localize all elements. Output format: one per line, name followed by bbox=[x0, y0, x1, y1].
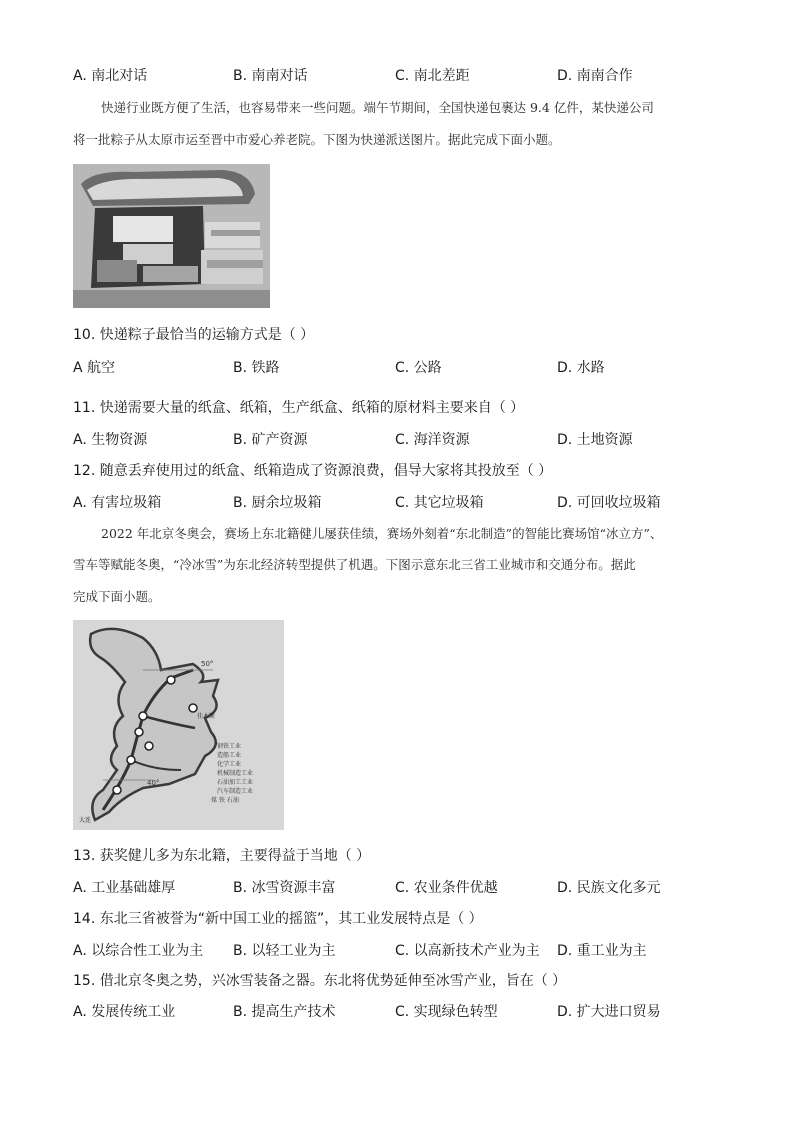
q13-option-a: A. 工业基础雄厚 bbox=[73, 880, 176, 896]
q13-option-b: B. 冰雪资源丰富 bbox=[233, 880, 336, 896]
q12-stem: 12. 随意丢弃使用过的纸盒、纸箱造成了资源浪费，倡导大家将其投放至（ ） bbox=[73, 463, 553, 479]
q12-option-a: A. 有害垃圾箱 bbox=[73, 495, 162, 511]
q12-option-c: C. 其它垃圾箱 bbox=[395, 495, 484, 511]
q11-stem: 11. 快递需要大量的纸盒、纸箱，生产纸盒、纸箱的原材料主要来自（ ） bbox=[73, 400, 525, 416]
q15-option-a: A. 发展传统工业 bbox=[73, 1004, 176, 1020]
q9-option-b: B. 南南对话 bbox=[233, 68, 308, 84]
legend-item: 钢铁工业 bbox=[217, 743, 242, 750]
q14-option-b: B. 以轻工业为主 bbox=[233, 943, 336, 959]
legend-item: 煤 铁 石油 bbox=[211, 797, 239, 804]
city-marker bbox=[113, 786, 121, 794]
q15-options bbox=[73, 1002, 733, 1022]
q15-option-b: B. 提高生产技术 bbox=[233, 1004, 336, 1020]
city-marker bbox=[167, 676, 175, 684]
q11-option-c: C. 海洋资源 bbox=[395, 432, 470, 448]
q14-option-c: C. 以高新技术产业为主 bbox=[395, 943, 540, 959]
q14-option-d: D. 重工业为主 bbox=[557, 943, 647, 959]
legend-item: 化学工业 bbox=[217, 761, 242, 768]
q10-option-c: C. 公路 bbox=[395, 360, 442, 376]
latitude-50-label: 50° bbox=[201, 660, 214, 668]
city-marker bbox=[139, 712, 147, 720]
q13-option-d: D. 民族文化多元 bbox=[557, 880, 661, 896]
city-marker bbox=[127, 756, 135, 764]
city-marker bbox=[135, 728, 143, 736]
q13-stem: 13. 获奖健儿多为东北籍，主要得益于当地（ ） bbox=[73, 848, 371, 864]
q11-option-a: A. 生物资源 bbox=[73, 432, 148, 448]
q10-option-b: B. 铁路 bbox=[233, 360, 280, 376]
q12-option-d: D. 可回收垃圾箱 bbox=[557, 495, 661, 511]
passage2-line1: 2022 年北京冬奥会，赛场上东北籍健儿屡获佳绩，赛场外刻着“东北制造”的智能比赛场馆“冰立方”、 bbox=[101, 526, 663, 541]
legend-item: 造船工业 bbox=[217, 752, 242, 759]
q10-options bbox=[73, 358, 733, 378]
q10-option-a: A 航空 bbox=[73, 360, 116, 376]
q11-option-d: D. 土地资源 bbox=[557, 432, 633, 448]
passage1-line1: 快递行业既方便了生活，也容易带来一些问题。端午节期间，全国快递包裹达 9.4 亿件，某快递公司 bbox=[101, 100, 654, 115]
q15-option-c: C. 实现绿色转型 bbox=[395, 1004, 498, 1020]
passage2-line3: 完成下面小题。 bbox=[73, 589, 161, 604]
q9-option-d: D. 南南合作 bbox=[557, 68, 633, 84]
city-marker bbox=[145, 742, 153, 750]
northeast-industry-map bbox=[73, 620, 284, 830]
q15-option-d: D. 扩大进口贸易 bbox=[557, 1004, 661, 1020]
passage2-line2: 雪车等赋能冬奥，“冷冰雪”为东北经济转型提供了机遇。下图示意东北三省工业城市和交通分布。据此 bbox=[73, 557, 636, 572]
q9-option-c: C. 南北差距 bbox=[395, 68, 470, 84]
legend-item: 机械制造工业 bbox=[217, 770, 254, 777]
city-label-dalian: 大连 bbox=[79, 817, 92, 824]
q14-stem: 14. 东北三省被誉为“新中国工业的摇篮”，其工业发展特点是（ ） bbox=[73, 911, 483, 927]
passage1-line2: 将一批粽子从太原市运至晋中市爱心养老院。下图为快递派送图片。据此完成下面小题。 bbox=[73, 132, 561, 147]
q11-options bbox=[73, 430, 733, 450]
delivery-photo bbox=[73, 164, 270, 308]
q11-option-b: B. 矿产资源 bbox=[233, 432, 308, 448]
legend-item: 石油加工工业 bbox=[217, 779, 254, 786]
latitude-40-label: 40° bbox=[147, 779, 160, 787]
city-marker bbox=[189, 704, 197, 712]
q10-option-d: D. 水路 bbox=[557, 360, 605, 376]
q10-stem: 10. 快递粽子最恰当的运输方式是（ ） bbox=[73, 327, 315, 343]
delivery-van-illustration bbox=[73, 164, 270, 308]
legend-item: 汽车制造工业 bbox=[217, 788, 254, 795]
q12-option-b: B. 厨余垃圾箱 bbox=[233, 495, 322, 511]
q12-options bbox=[73, 493, 733, 513]
q14-options bbox=[73, 941, 733, 961]
q13-option-c: C. 农业条件优越 bbox=[395, 880, 498, 896]
city-label-jiamusi: 佳木斯 bbox=[197, 713, 216, 720]
q9-options bbox=[73, 66, 733, 86]
q13-options bbox=[73, 878, 733, 898]
q14-option-a: A. 以综合性工业为主 bbox=[73, 943, 204, 959]
q15-stem: 15. 借北京冬奥之势，兴冰雪装备之器。东北将优势延伸至冰雪产业，旨在（ ） bbox=[73, 973, 567, 989]
q9-option-a: A. 南北对话 bbox=[73, 68, 148, 84]
